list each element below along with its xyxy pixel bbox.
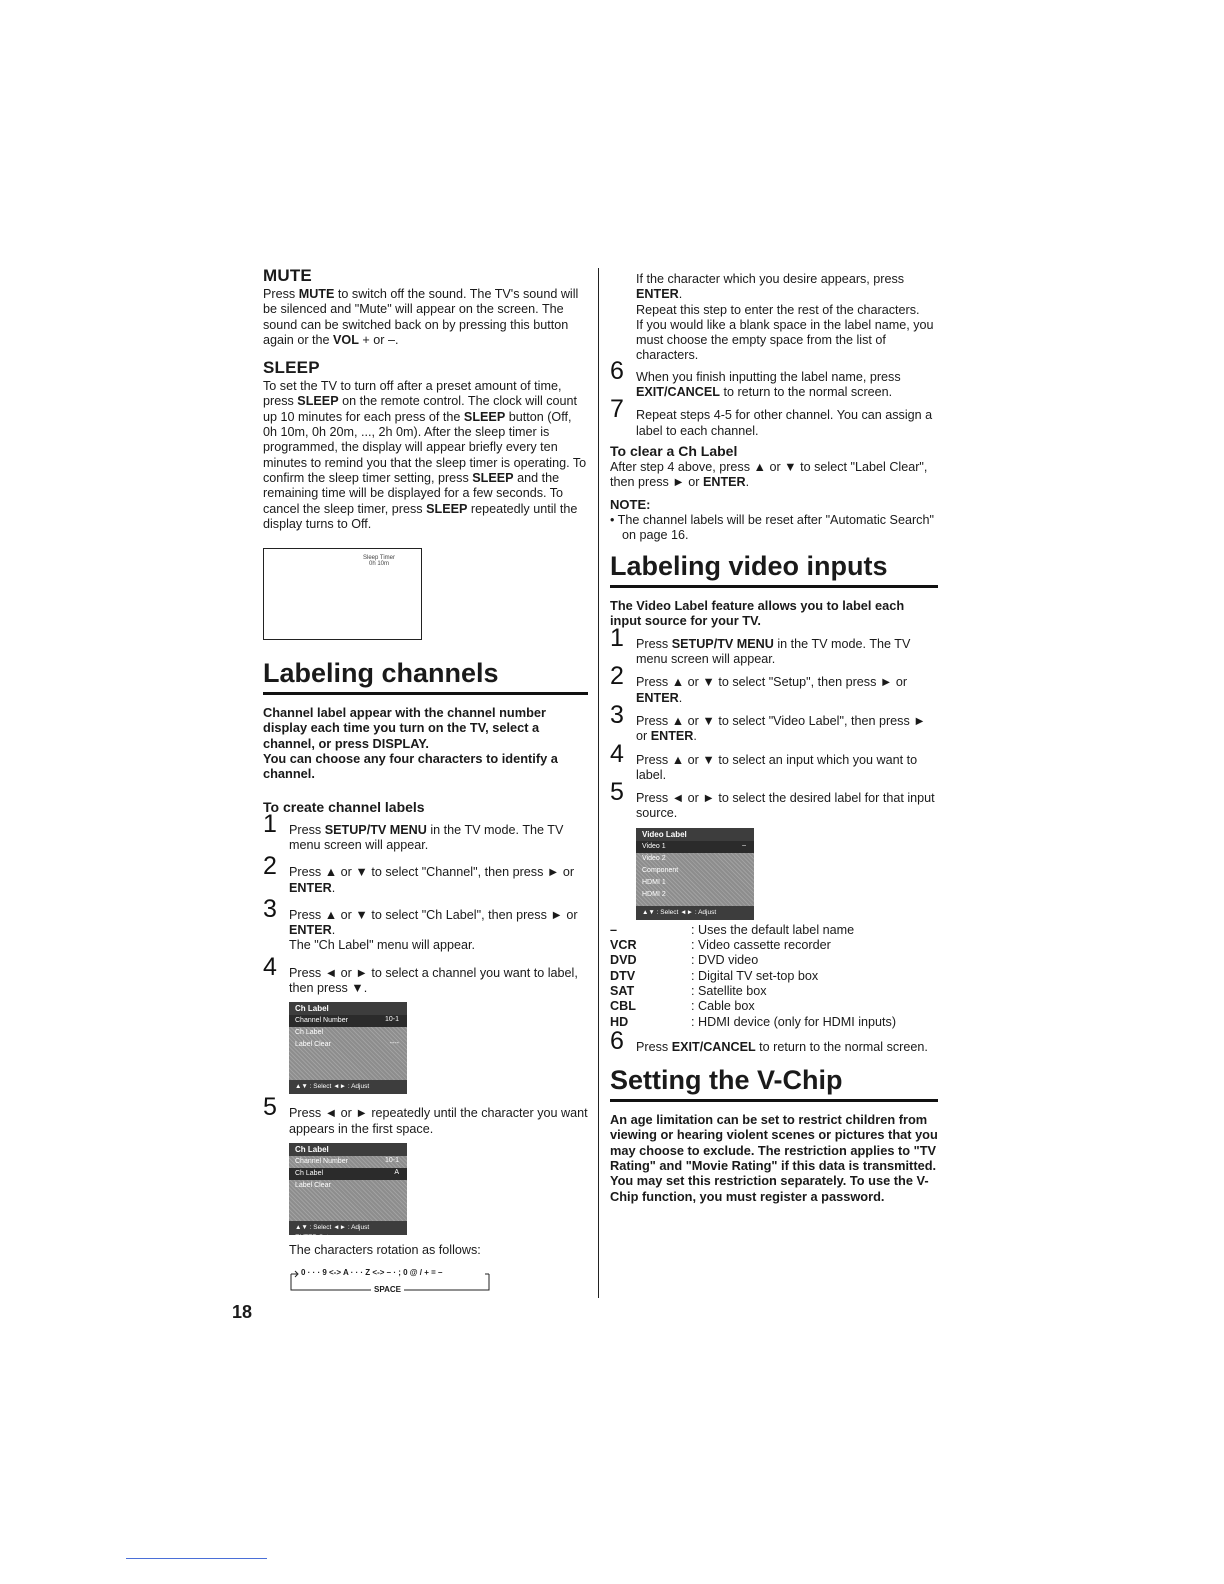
right-input-step-5: 5 Press ◄ or ► to select the desired label for that input source. bbox=[610, 778, 935, 821]
vchip-heading: Setting the V-Chip bbox=[610, 1063, 938, 1102]
step-number: 4 bbox=[610, 739, 624, 768]
step-number: 6 bbox=[610, 1026, 624, 1055]
note-heading: NOTE: bbox=[610, 496, 651, 512]
menu-row: HDMI 1 bbox=[642, 878, 666, 886]
right-column bbox=[610, 272, 938, 1204]
menu-title: Ch Label bbox=[289, 1143, 407, 1156]
labeling-channels-lead1: Channel label appear with the channel number display each time you turn on the TV, select a channel, or press DISPLAY. bbox=[263, 705, 547, 751]
create-labels-heading: To create channel labels bbox=[263, 798, 425, 815]
menu-row: Label Clear bbox=[295, 1181, 331, 1189]
character-rotation-diagram bbox=[289, 1266, 499, 1296]
left-step-3: 3 Press ▲ or ▼ to select "Ch Label", then press ► or ENTER. The "Ch Label" menu will appear. bbox=[263, 894, 578, 953]
vchip-text: An age limitation can be set to restrict children from viewing or hearing violent scenes or pictures that you may choose to exclude. The restriction applies to "TV Rating" and "Movie Rating" if this data is transmitted. You may set this restriction separately. To use the V-Chip function, you must register a password. bbox=[610, 1112, 938, 1204]
menu-row: Ch Label A bbox=[289, 1168, 407, 1180]
label-definitions bbox=[610, 923, 938, 1030]
mute-heading: MUTE bbox=[263, 266, 312, 285]
right-input-step-2: 2 Press ▲ or ▼ to select "Setup", then press ► or ENTER. bbox=[610, 662, 908, 705]
menu-title: Video Label bbox=[636, 828, 754, 841]
rotation-sequence: 0 · · · 9 <-> A · · · Z <-> – · ; 0 @ / + = – bbox=[301, 1268, 443, 1278]
step-number: 4 bbox=[263, 952, 277, 981]
label-definition-row: HD : HDMI device (only for HDMI inputs) bbox=[610, 1014, 897, 1029]
left-step-5: 5 Press ◄ or ► repeatedly until the character you want appears in the first space. bbox=[263, 1093, 588, 1136]
sleep-timer-screen bbox=[263, 548, 422, 640]
ch-label-menu-2 bbox=[289, 1143, 407, 1241]
left-step-2: 2 Press ▲ or ▼ to select "Channel", then press ► or ENTER. bbox=[263, 852, 575, 895]
labeling-channels-heading: Labeling channels bbox=[263, 656, 588, 695]
mute-text: Press MUTE to switch off the sound. The TV's sound will be silenced and "Mute" will appear on the screen. The sound can be switched back on by pressing this button again or the VOL + or –. bbox=[263, 287, 579, 347]
right-step-6: 6 When you finish inputting the label name, press EXIT/CANCEL to return to the normal screen. bbox=[610, 356, 901, 400]
right-step-7: 7 Repeat steps 4-5 for other channel. You can assign a label to each channel. bbox=[610, 395, 933, 438]
ch-label-menu-1 bbox=[289, 1002, 407, 1094]
labeling-inputs-lead: The Video Label feature allows you to label each input source for your TV. bbox=[610, 598, 905, 629]
sleep-text: To set the TV to turn off after a preset amount of time, press SLEEP on the remote control. The clock will count up 10 minutes for each press of the SLEEP button (Off, 0h 10m, 0h 20m, ..., 2h 0m). After the sleep timer is programmed, the display will appear briefly every ten minutes to remind you that the sleep timer is operating. To confirm the sleep timer setting, press SLEEP and the remaining time will be displayed for a few seconds. To cancel the sleep timer, press SLEEP repeatedly until the display turns to Off. bbox=[263, 379, 587, 531]
labeling-channels-lead2: You can choose any four characters to identify a channel. bbox=[263, 751, 558, 782]
step-number: 7 bbox=[610, 395, 624, 424]
right-input-step-3: 3 Press ▲ or ▼ to select "Video Label", then press ► or ENTER. bbox=[610, 700, 926, 744]
note-text: • The channel labels will be reset after "Automatic Search" on page 16. bbox=[610, 512, 934, 542]
left-column bbox=[263, 262, 588, 1296]
left-step-4: 4 Press ◄ or ► to select a channel you want to label, then press ▼. bbox=[263, 952, 578, 996]
step-number: 1 bbox=[263, 809, 277, 838]
menu-title: Ch Label bbox=[289, 1002, 407, 1015]
right-input-step-6: 6 Press EXIT/CANCEL to return to the normal screen. bbox=[610, 1026, 928, 1055]
continue-text: If the character which you desire appears, press ENTER. Repeat this step to enter the rest of the characters. If you would like a blank space in the label name, you must choose the empty space from the list of characters. bbox=[636, 272, 934, 363]
page-number: 18 bbox=[232, 1302, 253, 1322]
video-label-menu bbox=[636, 828, 754, 920]
menu-row: Channel Number 10-1 bbox=[289, 1015, 407, 1027]
sleep-heading: SLEEP bbox=[263, 358, 320, 378]
menu-row: Channel Number 10-1 bbox=[295, 1156, 399, 1165]
menu-footer: ▲▼ : Select ◄► : Adjust ENTER:Set bbox=[289, 1221, 407, 1235]
label-definition-row: DVD : DVD video bbox=[610, 953, 759, 968]
menu-row: Video 2 bbox=[642, 854, 666, 862]
label-definition-row: SAT : Satellite box bbox=[610, 983, 767, 998]
left-step-1: 1 Press SETUP/TV MENU in the TV mode. The TV menu screen will appear. bbox=[263, 809, 564, 852]
step-number: 2 bbox=[263, 852, 277, 881]
step-number: 3 bbox=[263, 894, 277, 923]
right-input-step-4: 4 Press ▲ or ▼ to select an input which you want to label. bbox=[610, 739, 918, 782]
step-number: 6 bbox=[610, 356, 624, 385]
column-divider bbox=[598, 268, 599, 1298]
menu-row: Component bbox=[642, 866, 679, 874]
footer-rule bbox=[126, 1558, 267, 1559]
label-definition-row: CBL : Cable box bbox=[610, 999, 755, 1014]
label-definition-row: – : Uses the default label name bbox=[610, 922, 855, 937]
menu-row: HDMI 2 bbox=[642, 890, 666, 898]
rotation-space-label: SPACE bbox=[371, 1285, 404, 1294]
label-definition-row: VCR : Video cassette recorder bbox=[610, 938, 831, 953]
step-number: 5 bbox=[263, 1093, 277, 1122]
step-number: 3 bbox=[610, 700, 624, 729]
rotation-caption: The characters rotation as follows: bbox=[289, 1242, 481, 1257]
clear-label-heading: To clear a Ch Label bbox=[610, 442, 738, 459]
sleep-screen-line1: Sleep Timer bbox=[362, 555, 395, 562]
clear-label-text: After step 4 above, press ▲ or ▼ to select "Label Clear", then press ► or ENTER. bbox=[610, 459, 928, 490]
menu-row: Label Clear ---- bbox=[295, 1040, 399, 1049]
right-input-step-1: 1 Press SETUP/TV MENU in the TV mode. The TV menu screen will appear. bbox=[610, 623, 911, 667]
sleep-screen-line2: 0h 10m bbox=[368, 561, 389, 568]
step-number: 5 bbox=[610, 778, 624, 807]
menu-footer: ▲▼ : Select ◄► : Adjust bbox=[636, 906, 754, 920]
label-definition-row: DTV : Digital TV set-top box bbox=[610, 968, 819, 983]
menu-row: Video 1 – bbox=[636, 841, 754, 853]
menu-row: Ch Label bbox=[295, 1029, 324, 1037]
step-number: 1 bbox=[610, 623, 624, 652]
labeling-inputs-heading: Labeling video inputs bbox=[610, 549, 938, 588]
menu-footer: ▲▼ : Select ◄► : Adjust bbox=[289, 1080, 407, 1094]
step-number: 2 bbox=[610, 662, 624, 691]
